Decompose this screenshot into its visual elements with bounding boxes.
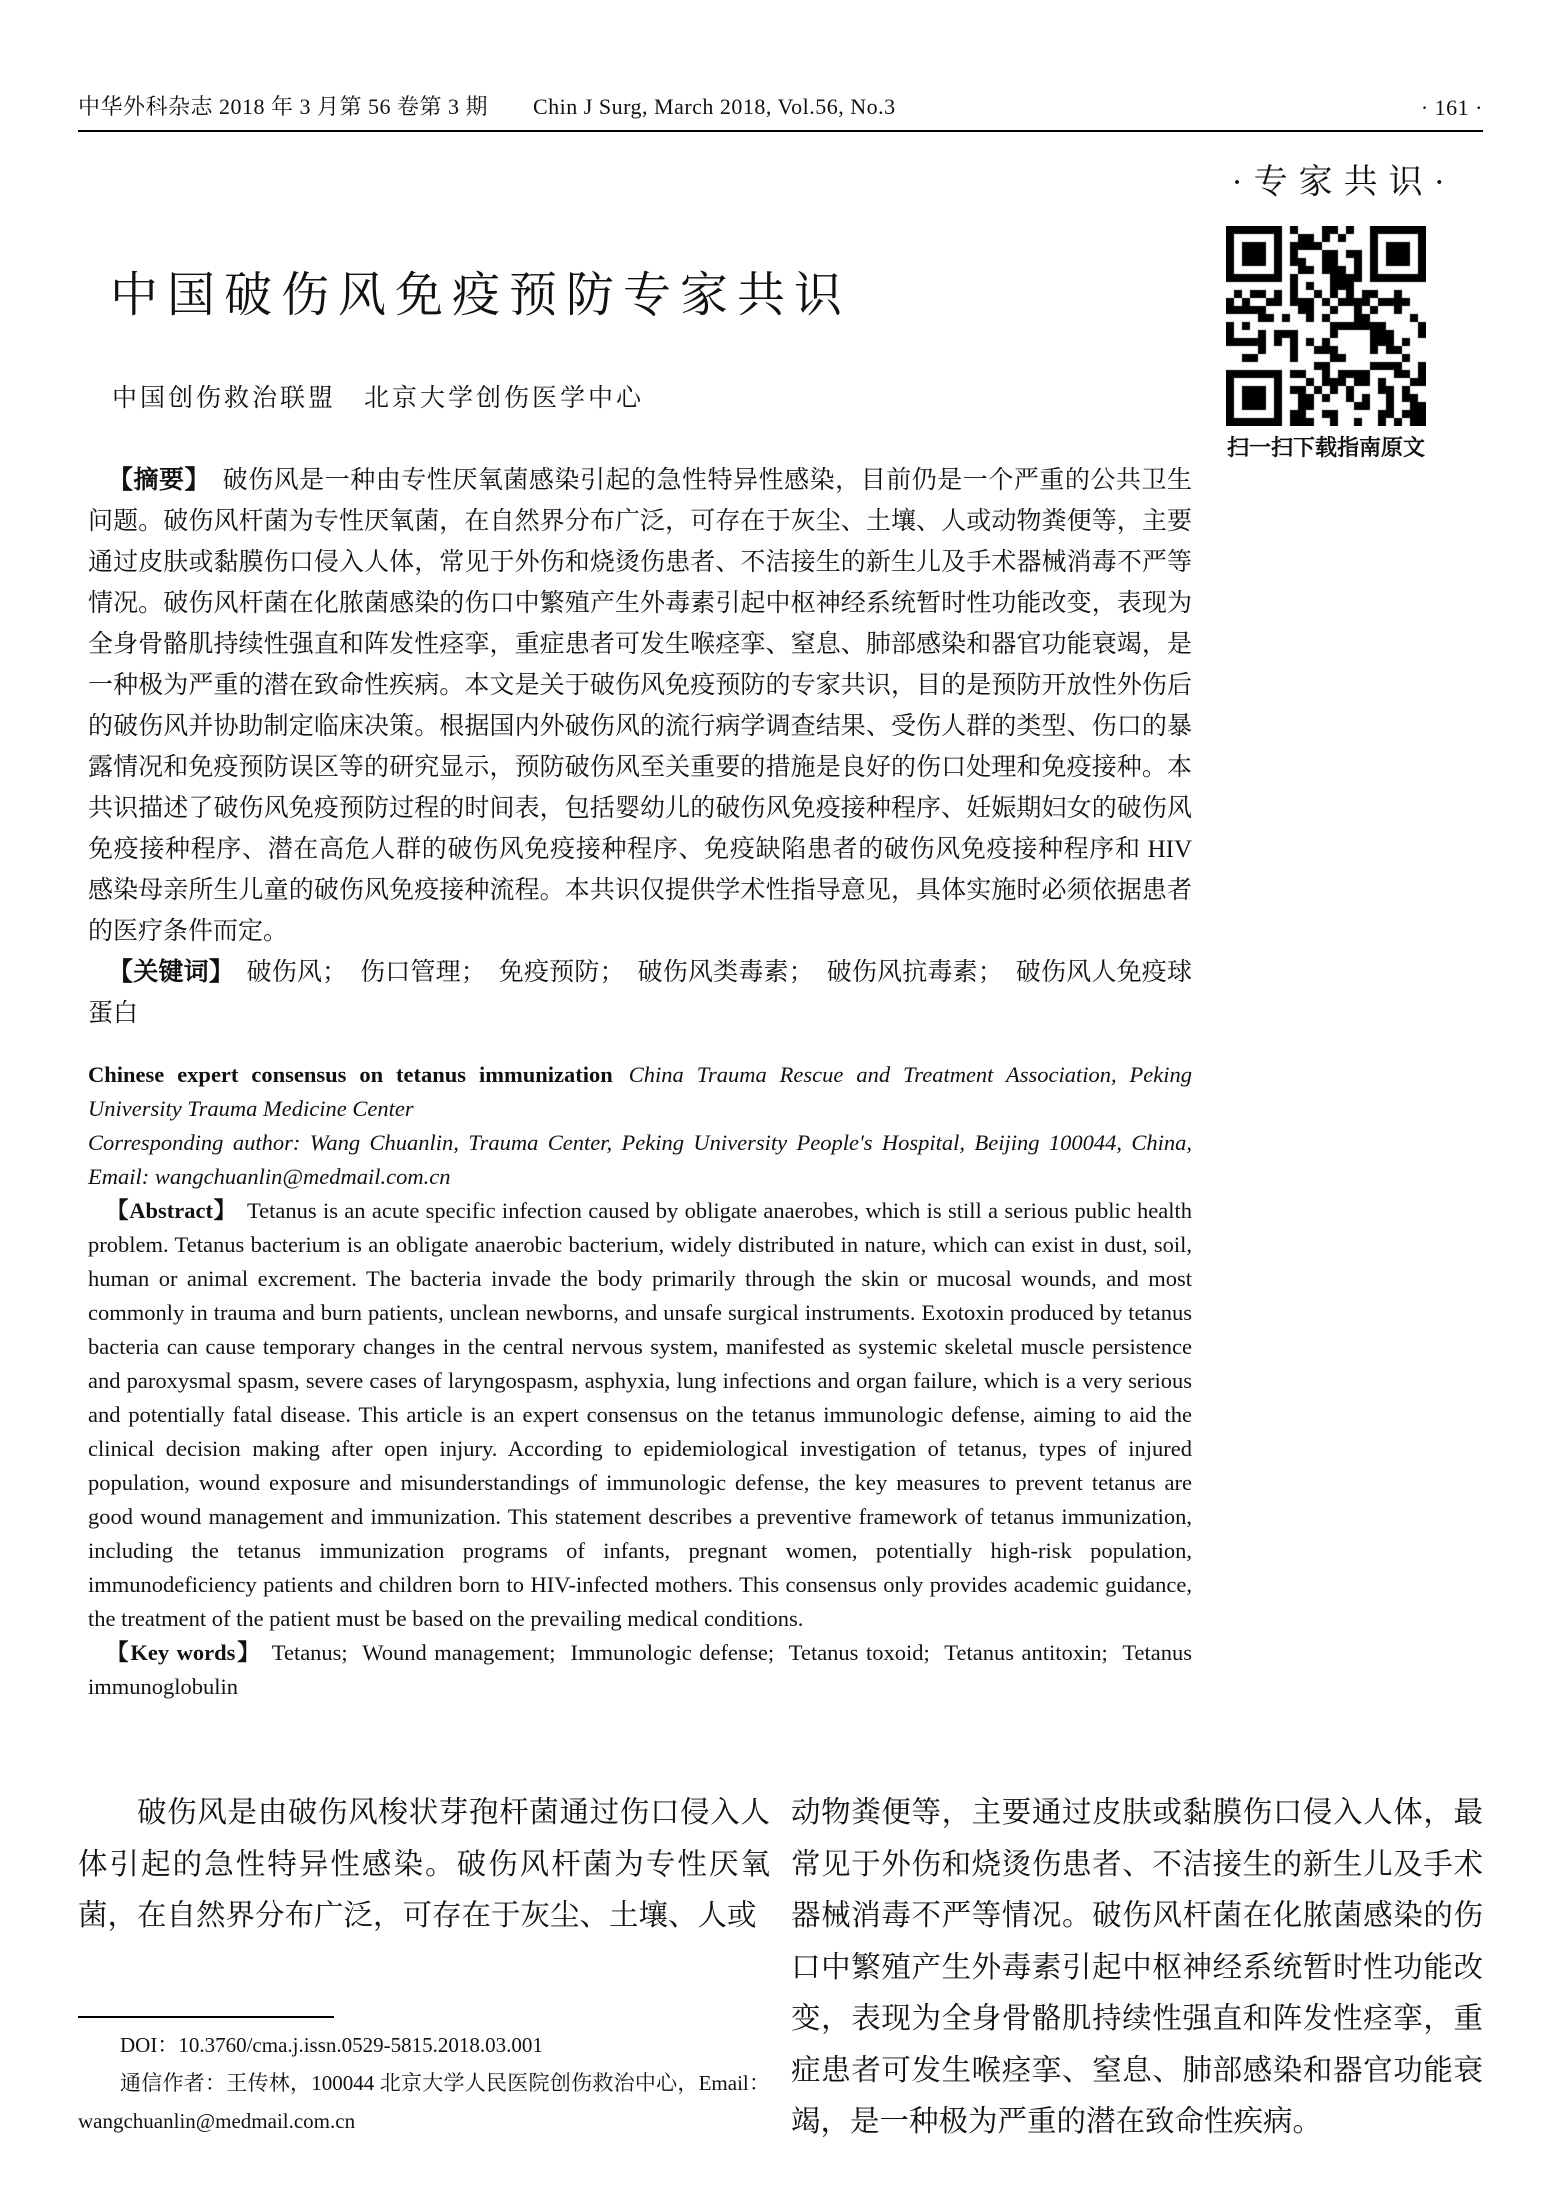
footnote-rule xyxy=(78,2016,334,2018)
abstract-cn xyxy=(88,460,1192,952)
article-title: 中国破伤风免疫预防专家共识 xyxy=(110,269,852,322)
body-column-left xyxy=(78,1788,770,2205)
keywords-en-label: 【Key words】 xyxy=(106,1640,262,1665)
front-matter xyxy=(88,460,1198,1704)
body-paragraph-left: 破伤风是由破伤风梭状芽孢杆菌通过伤口侵入人体引起的急性特异性感染。破伤风杆菌为专性厌氧菌，在自然界分布广泛，可存在于灰尘、土壤、人或 xyxy=(78,1797,770,1932)
article-authors: 中国创伤救治联盟 北京大学创伤医学中心 xyxy=(112,385,645,412)
body-column-right xyxy=(791,1788,1483,2205)
english-affiliation: China Trauma Rescue and Treatment Association, Peking University Trauma Medicine Center xyxy=(88,1062,1192,1121)
keywords-cn-text: 破伤风； 伤口管理； 免疫预防； 破伤风类毒素； 破伤风抗毒素； 破伤风人免疫球蛋白 xyxy=(88,959,1192,1027)
keywords-cn xyxy=(88,952,1192,1034)
keywords-en xyxy=(88,1636,1198,1704)
body-paragraph-right: 动物粪便等，主要通过皮肤或黏膜伤口侵入人体，最常见于外伤和烧烫伤患者、不洁接生的新生儿及手术器械消毒不严等情况。破伤风杆菌在化脓菌感染的伤口中繁殖产生外毒素引起中枢神经系统暂时性功能改变，表现为全身骨骼肌持续性强直和阵发性痉挛，重症患者可发生喉痉挛、窒息、肺部感染和器官功能衰竭，是一种极为严重的潜在致命性疾病。 xyxy=(791,1797,1483,2138)
abstract-cn-text: 破伤风是一种由专性厌氧菌感染引起的急性特异性感染，目前仍是一个严重的公共卫生问题。破伤风杆菌为专性厌氧菌，在自然界分布广泛，可存在于灰尘、土壤、人或动物粪便等，主要通过皮肤或黏膜伤口侵入人体，常见于外伤和烧烫伤患者、不洁接生的新生儿及手术器械消毒不严等情况。破伤风杆菌在化脓菌感染的伤口中繁殖产生外毒素引起中枢神经系统暂时性功能改变，表现为全身骨骼肌持续性强直和阵发性痉挛，重症患者可发生喉痉挛、窒息、肺部感染和器官功能衰竭，是一种极为严重的潜在致命性疾病。本文是关于破伤风免疫预防的专家共识，目的是预防开放性外伤后的破伤风并协助制定临床决策。根据国内外破伤风的流行病学调查结果、受伤人群的类型、伤口的暴露情况和免疫预防误区等的研究显示，预防破伤风至关重要的措施是良好的伤口处理和免疫接种。本共识描述了破伤风免疫预防过程的时间表，包括婴幼儿的破伤风免疫接种程序、妊娠期妇女的破伤风免疫接种程序、潜在高危人群的破伤风免疫接种程序、免疫缺陷患者的破伤风免疫接种程序和 HIV 感染母亲所生儿童的破伤风免疫接种流程。本共识仅提供学术性指导意见，具体实施时必须依据患者的医疗条件而定。 xyxy=(88,467,1192,945)
abstract-en xyxy=(88,1194,1192,1636)
abstract-en-label: 【Abstract】 xyxy=(106,1198,237,1223)
keywords-cn-label: 【关键词】 xyxy=(108,958,235,986)
category-badge: ·专家共识· xyxy=(1231,164,1456,201)
doi-line: DOI：10.3760/cma.j.issn.0529-5815.2018.03.001 xyxy=(120,2033,543,2057)
journal-citation: 中华外科杂志 2018 年 3 月第 56 卷第 3 期 Chin J Surg, March 2018, Vol.56, No.3 xyxy=(78,94,896,119)
english-title: Chinese expert consensus on tetanus immunization xyxy=(88,1062,613,1087)
qr-caption: 扫一扫下载指南原文 xyxy=(1226,435,1425,460)
abstract-en-text: Tetanus is an acute specific infection caused by obligate anaerobes, which is still a serious public health problem. Tetanus bacterium is an obligate anaerobic bacterium, widely distributed in nature, which can exist in dust, soil, human or animal excrement. The bacteria invade the body primarily through the skin or mucosal wounds, and most commonly in trauma and burn patients, unclean newborns, and unsafe surgical instruments. Exotoxin produced by tetanus bacteria can cause temporary changes in the central nervous system, manifested as systemic skeletal muscle persistence and paroxysmal spasm, severe cases of laryngospasm, asphyxia, lung infections and organ failure, which is a very serious and potentially fatal disease. This article is an expert consensus on the tetanus immunologic defense, aiming to aid the clinical decision making after open injury. According to epidemiological investigation of tetanus, types of injured population, wound exposure and misunderstandings of immunologic defense, the key measures to prevent tetanus are good wound management and immunization. This statement describes a preventive framework of tetanus immunization, including the tetanus immunization programs of infants, pregnant women, potentially high-risk population, immunodeficiency patients and children born to HIV-infected mothers. This consensus only provides academic guidance, the treatment of the patient must be based on the prevailing medical conditions. xyxy=(88,1198,1192,1631)
corresponding-author-en: Corresponding author: Wang Chuanlin, Trauma Center, Peking University People's Hospital, Beijing 100044, China, Email: wangchuanlin@medmail.com.cn xyxy=(88,1130,1192,1189)
qr-code xyxy=(1226,226,1426,426)
page-header xyxy=(78,90,1483,132)
footnote-block xyxy=(78,2016,770,2140)
page-number: · 161 · xyxy=(1420,95,1483,120)
english-title-line xyxy=(88,1058,1192,1126)
keywords-en-text: Tetanus; Wound management; Immunologic defense; Tetanus toxoid; Tetanus antitoxin; Tetanus immunoglobulin xyxy=(88,1640,1198,1699)
abstract-cn-label: 【摘要】 xyxy=(108,466,211,494)
corresponding-author-line: 通信作者：王传林，100044 北京大学人民医院创伤救治中心，Email：wangchuanlin@medmail.com.cn xyxy=(78,2071,770,2133)
